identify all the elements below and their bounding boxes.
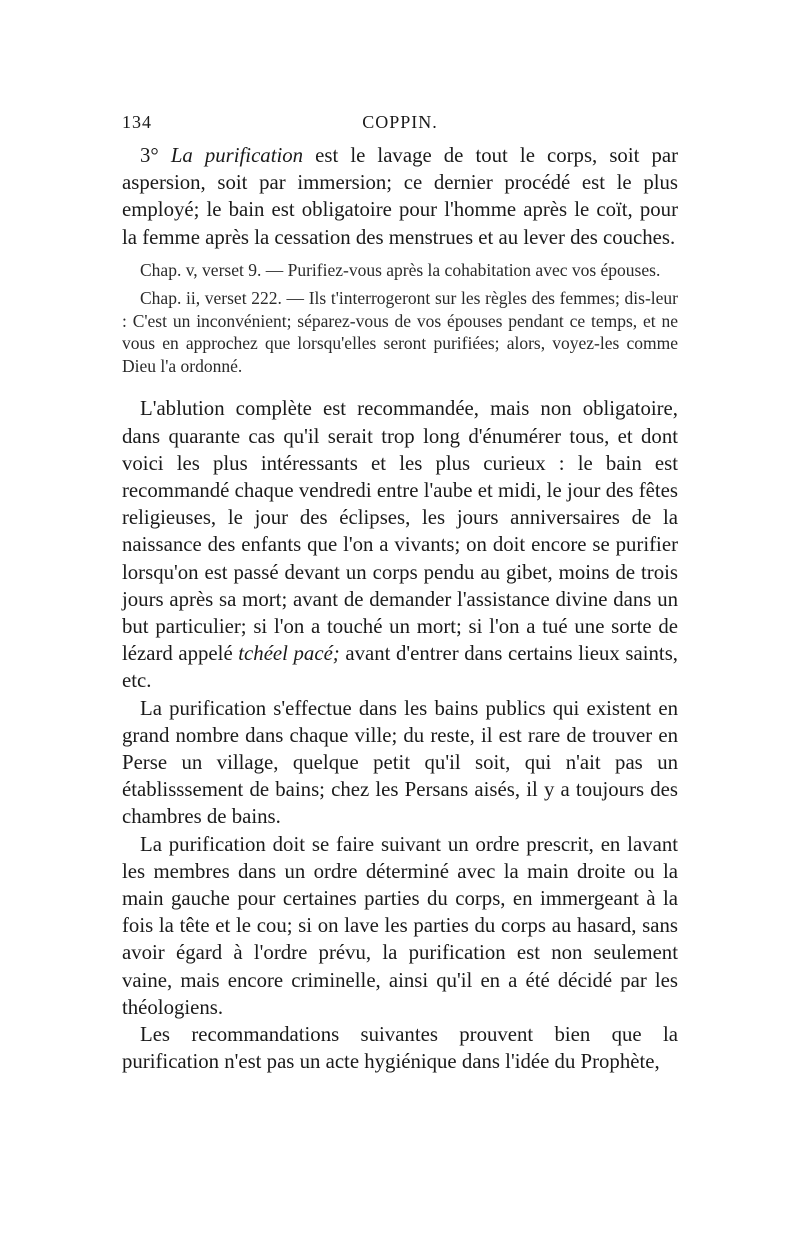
quote-chapter-2 <box>122 287 678 377</box>
page-number: 134 <box>122 112 152 132</box>
paragraph-purification <box>122 142 678 251</box>
running-header <box>122 112 678 142</box>
paragraph-text-end: avant d'entrer dans certains lieux saints, etc. <box>122 642 678 693</box>
quote-chapter-5 <box>122 259 678 282</box>
book-page <box>122 112 678 1075</box>
running-title: COPPIN. <box>362 112 438 132</box>
paragraph-text: est le lavage de tout le corps, soit par aspersion, soit par immersion; ce dernier procédé est le plus employé; le bain est obligatoire pour l'homme après le coït, pour la femme après la cessation des menstrues et au lever des couches. <box>122 144 679 249</box>
quote-reference: Chap. ii, verset <box>140 288 252 309</box>
quote-text: . — Ils t'interrogeront sur les règles des femmes; dis-leur : C'est un inconvénient; séparez-vous de vos épouses pendant ce temps, et ne vous en approchez que lorsqu'elles seront purifiées; alors, voyez-les comme Dieu l'a ordonné. <box>122 288 678 376</box>
paragraph-prescribed-order: La purification doit se faire suivant un ordre prescrit, en lavant les membres dans un ordre déterminé avec la main droite ou la main gauche pour certaines parties du corps, en immergeant à la fois la tête et le cou; si on lave les parties du corps au hasard, sans avoir égard à l'ordre prévu, la purification est non seulement vaine, mais encore criminelle, ainsi qu'il en a été décidé par les théologiens. <box>122 832 678 1019</box>
section-number: 3° <box>140 144 159 167</box>
paragraph-text: L'ablution complète est recommandée, mais non obligatoire, dans quarante cas qu'il serait trop long d'énumérer tous, et dont voici les plus intéressants et les plus curieux : le bain est recommandé chaque vendredi entre l'aube et midi, le jour des fêtes religieuses, le jour des éclipses, les jours anniversaires de la naissance des enfants que l'on a vivants; on doit encore se purifier lorsqu'on est passé devant un corps pendu au gibet, moins de trois jours après sa mort; avant de demander l'assistance divine dans un but particulier; si l'on a touché un mort; si l'on a tué une sorte de lézard appelé <box>122 397 678 666</box>
paragraph-public-baths: La purification s'effectue dans les bains publics qui existent en grand nombre dans chaque ville; du reste, il est rare de trouver en Perse un village, quelque petit qu'il soit, qui n'ait pas un établisssement de bains; chez les Persans aisés, il y a toujours des chambres de bains. <box>122 696 678 829</box>
quote-text: . — Purifiez-vous après la cohabitation avec vos épouses. <box>256 259 661 280</box>
verse-number: 9 <box>248 259 257 280</box>
quote-reference: Chap. v, verset <box>140 259 249 280</box>
italic-term-purification: La purification <box>170 144 304 167</box>
verse-number: 222 <box>251 288 278 309</box>
paragraph-ablution <box>122 395 678 694</box>
paragraph-recommendations: Les recommandations suivantes prouvent bien que la purification n'est pas un acte hygiénique dans l'idée du Prophète, <box>122 1022 678 1074</box>
italic-term-tcheel-pace: tchéel pacé; <box>238 642 340 666</box>
